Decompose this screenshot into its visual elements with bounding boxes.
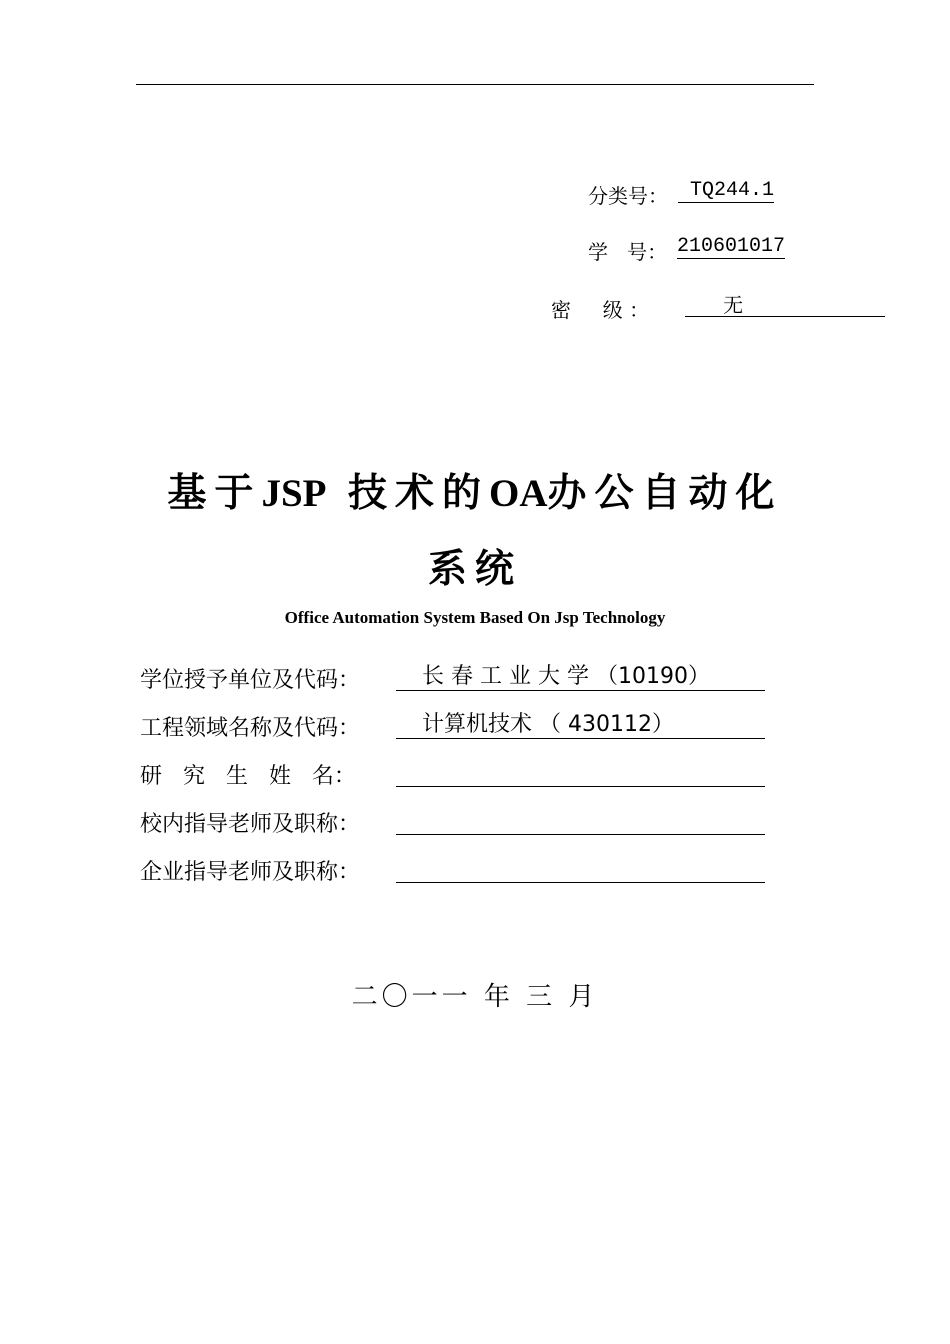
title-part-4: OA — [489, 472, 548, 515]
field-label-internal-supervisor: 校内指导老师及职称： — [140, 812, 361, 837]
top-rule — [136, 84, 814, 85]
field-value-engineering-domain: 计算机技术 （ 430112） — [422, 712, 674, 737]
field-label-enterprise-supervisor: 企业指导老师及职称： — [140, 860, 361, 885]
field-label-degree-unit: 学位授予单位及代码： — [140, 668, 361, 693]
title-part-1: 基于 — [167, 470, 262, 516]
field-engineering-domain — [396, 710, 765, 739]
title-part-5: 办公自动化 — [547, 470, 783, 516]
english-title: Office Automation System Based On Jsp Technology — [284, 608, 666, 627]
student-no-label: 学 号： — [588, 240, 668, 264]
field-label-engineering-domain: 工程领域名称及代码： — [140, 716, 361, 741]
field-enterprise-supervisor — [396, 854, 765, 883]
title-part-2: JSP — [261, 472, 327, 515]
field-internal-supervisor — [396, 806, 765, 835]
field-value-degree-unit: 长 春 工 业 大 学 （10190） — [422, 664, 710, 689]
classification-value: TQ244.1 — [678, 179, 775, 202]
secrecy-label: 密 级 ： — [551, 298, 650, 322]
secrecy-value: 无 — [685, 294, 885, 317]
field-degree-unit — [396, 662, 765, 691]
student-no-value: 210601017 — [677, 235, 786, 258]
classification-label: 分类号： — [588, 184, 668, 208]
thesis-title-line1 — [0, 462, 950, 518]
thesis-title-line2: 系统 — [427, 546, 522, 592]
field-student-name — [396, 758, 765, 787]
field-label-student-name: 研 究 生 姓 名： — [140, 764, 356, 789]
title-part-3: 技术的 — [348, 470, 490, 516]
document-date: 二〇一一 年 三 月 — [351, 982, 599, 1012]
